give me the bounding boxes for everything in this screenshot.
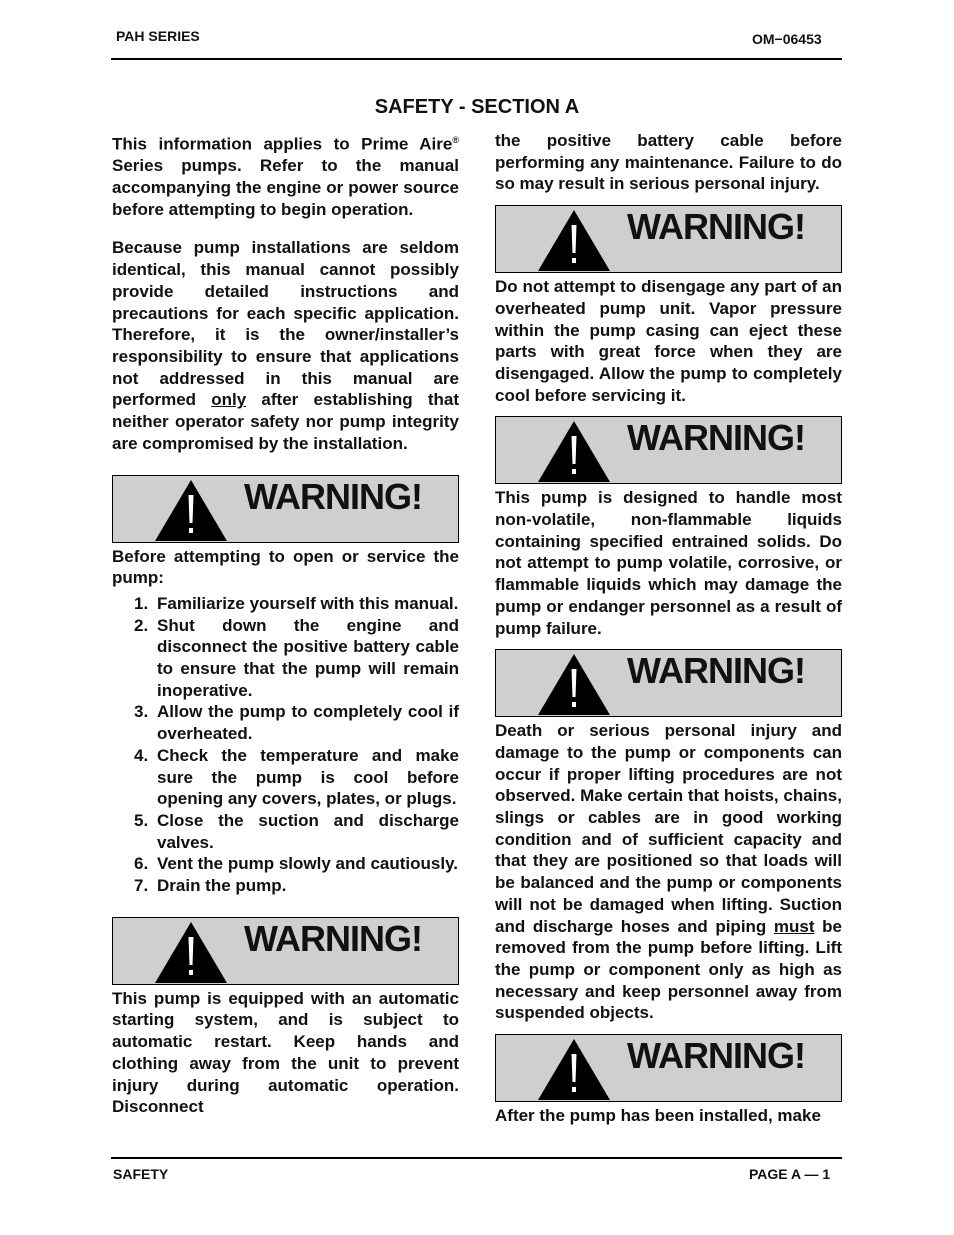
warning-box [112,917,459,985]
installation-paragraph: Because pump installations are seldom identical, this manual cannot possibly provide detailed instructions and precautions for each specific application. Therefore, it is the owner/installer’s responsibility to ensure that applications not addressed in this manual are performed only after establishing that neither operator safety nor pump integrity are compromised by the installation. [112,238,459,453]
emphasis-must: must [773,916,815,936]
warning-label: WARNING! [627,1035,805,1077]
list-item [112,615,459,702]
header-series: PAH SERIES [116,28,200,44]
list-item-text: Shut down the engine and disconnect the positive battery cable to ensure that the pump will remain inoperative. [157,615,459,700]
liquids-paragraph: This pump is designed to handle most non-volatile, non-flammable liquids containing specified entrained solids. Do not attempt to pump volatile, corrosive, or flammable liquids which may damage the pump or endanger personnel as a result of pump failure. [495,488,842,638]
warning-label: WARNING! [627,650,805,692]
list-item-text: Drain the pump. [157,876,287,896]
service-intro: Before attempting to open or service the pump: [112,546,459,588]
warning-triangle-icon [536,1037,612,1101]
list-item-text: Check the temperature and make sure the pump is cool before opening any covers, plates, or plugs. [157,745,459,809]
left-column [112,130,459,1135]
warning-box [495,205,842,273]
emphasis-only: only [211,390,247,410]
list-item-number: 5. [134,810,149,830]
list-item [112,810,459,853]
lifting-paragraph: Death or serious personal injury and damage to the pump or components can occur if proper lifting procedures are not observed. Make certain that hoists, chains, slings or cables are in good working condition and of sufficient capacity and that they are positioned so that loads will be balanced and the pump or components will not be damaged when lifting. Suction and discharge hoses and piping must be removed from the pump before lifting. Lift the pump or component only as high as necessary and keep personnel away from suspended objects. [495,721,842,1023]
warning-triangle-icon [536,419,612,483]
warning-triangle-icon [153,478,229,542]
intro-paragraph: This information applies to Prime Aire® Series pumps. Refer to the manual accompanying the engine or power source before attempting to begin operation. [112,134,459,219]
footer-rule [111,1157,842,1159]
footer-page-number: PAGE A — 1 [749,1166,831,1182]
warning-triangle-icon [153,920,229,984]
page-title: SAFETY - SECTION A [374,96,580,118]
header-rule [111,58,842,60]
warning-box [495,1034,842,1102]
registered-mark: ® [452,135,459,145]
list-item-number: 4. [134,745,149,765]
list-item [112,745,459,810]
warning-box [112,475,459,543]
warning-label: WARNING! [244,475,422,517]
list-item [112,593,459,615]
warning-box [495,649,842,717]
list-item-text: Allow the pump to completely cool if overheated. [157,702,459,744]
list-item [112,701,459,744]
warning-triangle-icon [536,652,612,716]
right-column [495,130,842,1127]
battery-continued-paragraph: the positive battery cable before performing any maintenance. Failure to do so may result in serious personal injury. [495,131,842,194]
warning-label: WARNING! [627,206,805,248]
warning-box [495,416,842,484]
installed-paragraph: After the pump has been installed, make [495,1106,821,1126]
list-item-number: 2. [134,615,149,635]
header-manual-number: OM−06453 [752,31,822,47]
list-item-number: 3. [134,702,149,722]
warning-label: WARNING! [627,417,805,459]
warning-label: WARNING! [244,917,422,959]
list-item-number: 6. [134,854,149,874]
list-item [112,875,459,897]
list-item-number: 1. [134,593,149,613]
list-item-text: Close the suction and discharge valves. [157,810,459,852]
list-item-number: 7. [134,876,149,896]
footer-section: SAFETY [113,1166,169,1182]
warning-triangle-icon [536,208,612,272]
auto-start-paragraph: This pump is equipped with an automatic starting system, and is subject to automatic restart. Keep hands and clothing away from the unit to prevent injury during automatic operation. Disconnect [112,988,459,1117]
list-item [112,853,459,875]
list-item-text: Vent the pump slowly and cautiously. [157,854,459,874]
list-item-text: Familiarize yourself with this manual. [157,593,459,613]
service-steps-list [112,593,459,897]
overheat-paragraph: Do not attempt to disengage any part of an overheated pump unit. Vapor pressure within the pump casing can eject these parts with great force when they are disengaged. Allow the pump to completely cool before servicing it. [495,277,842,405]
